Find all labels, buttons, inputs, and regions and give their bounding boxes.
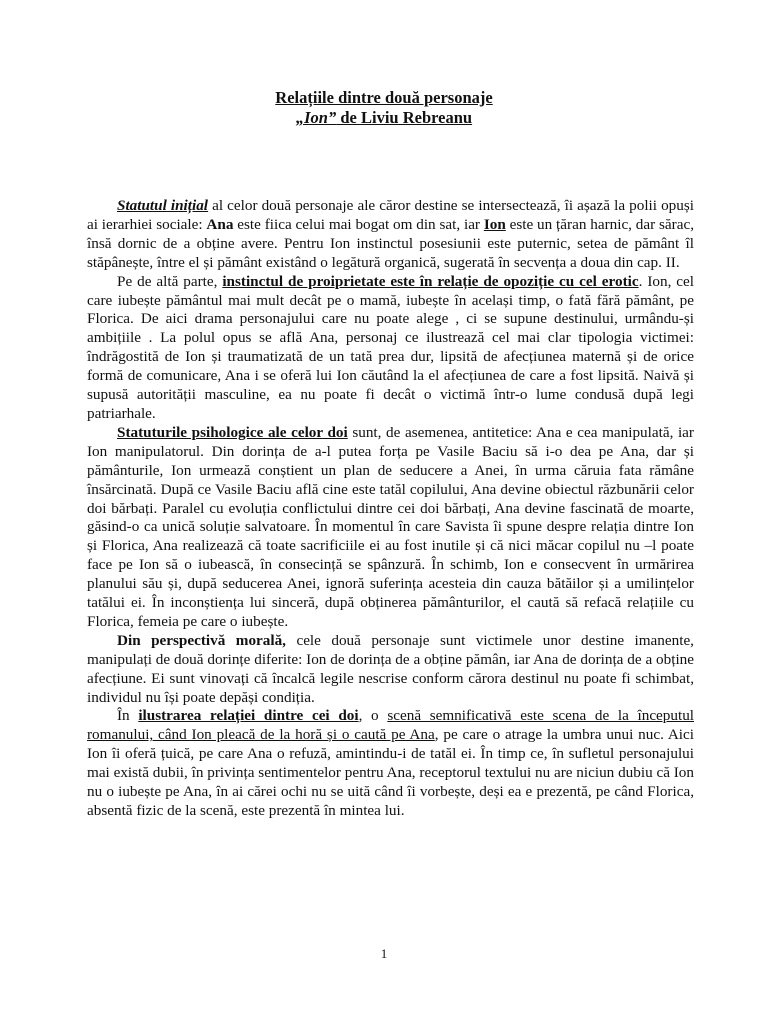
emphasis-property-instinct: instinctul de proiprietate este în relație de opoziție cu cel erotic xyxy=(222,272,639,290)
paragraph-moral-perspective xyxy=(87,632,694,708)
title-author: de Liviu Rebreanu xyxy=(336,108,473,127)
heading-moral-perspective: Din perspectivă morală, xyxy=(117,631,286,649)
paragraph-relation-illustration xyxy=(87,707,694,820)
text: cele două personaje sunt victimele unor destine imanente, manipulați de două dorințe diferite: Ion de dorința de a obține pămân, iar Ana de dorința de a obține afecțiune. Ei sunt vinovați că încalcă legile nescrise conform cărora destinul nu poate fi schimbat, individul nu își poate depăși condiția. xyxy=(87,631,694,706)
text: este un țăran harnic, dar sărac, însă dornic de a obține avere. Pentru Ion instinctul posesiunii este puternic, setea de pământ îl stăpânește, între el și pământ existând o legătură organică, sugerată în secvența a doua din cap. II. xyxy=(87,215,695,271)
heading-psychological-status: Statuturile psihologice ale celor doi xyxy=(117,423,348,441)
page-number: 1 xyxy=(380,946,388,961)
text: sunt, de asemenea, antitetice: Ana e cea manipulată, iar Ion manipulatorul. Din dorința de a-l putea forța pe Vasile Baciu să i-o dea pe Ana, dar și pământurile, Ion urmează conștient un plan de seducere a Anei, în urma căruia fata rămâne însărcinată. După ce Vasile Baciu află cine este tatăl copilului, Ana devine obiectul răzbunării celor doi bărbați. Paralel cu evoluția conflictului dintre cei doi bărbați, Ana devine fascinată de moarte, găsind-o ca unică soluție salvatoare. În momentul în care Savista îi spune despre relația dintre Ion și Florica, Ana realizează că toate sacrificiile ei au fost inutile și că nici măcar copilul nu –l poate face pe Ion să o iubească, în consecință se spânzură. În schimb, Ion e consecvent în urmărirea planului său și, după seducerea Anei, ignoră suferința acesteia din cauza bătăilor și a umilințelor tatălui ei. În inconștiența lui sinceră, după obținerea pământurilor, el caută să refacă relațiile cu Florica, femeia pe care o iubește. xyxy=(87,423,694,630)
emphasis-significant-scene: scenă semnificativă este scena de la începutul romanului, când Ion pleacă de la horă și o caută pe Ana xyxy=(87,707,695,744)
text: este fiica celui mai bogat om din sat, iar xyxy=(233,215,484,233)
title-work-name: „Ion” xyxy=(295,108,337,127)
text: , pe care o atrage la umbra unui nuc. Aici Ion îi oferă țuică, pe care Ana o refuză, amintindu-i de tatăl ei. În timp ce, în sufletul personajului mai există dubii, în privința sentimentelor pentru Ana, receptorul textului nu are niciun dubiu că Ion nu o iubește pe Ana, în ai cărei ochi nu se uită când îi vorbește, deși ea e prezentă, pe când Florica, absentă fizic de la scenă, este prezentă în mintea lui. xyxy=(87,726,694,819)
paragraph-psychological-status xyxy=(87,424,694,632)
paragraph-initial-status xyxy=(87,197,694,273)
document-body xyxy=(87,197,694,821)
text: . Ion, cel care iubește pământul mai mult decât pe o mamă, iubește în același timp, o fată fără pământ, pe Florica. De aici drama personajului care nu poate alege , ci se supune destinului, urmându-și ambițiile . La polul opus se află Ana, personaj ce ilustrează cel mai clar tipologia victimei: îndrăgostită de Ion și traumatizată de un tată prea dur, lipsită de afecțiunea maternă și de orice formă de comunicare, Ana i se oferă lui Ion căutând la el afecțiunea de care a fost lipsită. Naivă și supusă autorității masculine, ea nu poate fi decât o victimă într-o lume condusă după legi patriarhale. xyxy=(87,272,694,422)
paragraph-property-instinct xyxy=(87,273,694,424)
text: În xyxy=(117,707,139,725)
document-title xyxy=(0,88,768,128)
title-line-1: Relațiile dintre două personaje xyxy=(275,88,493,107)
heading-initial-status: Statutul inițial xyxy=(117,197,209,214)
name-ana: Ana xyxy=(206,215,234,233)
text: al celor două personaje ale căror destine se intersectează, îi așază la polii opuși ai ierarhiei sociale: xyxy=(87,197,694,233)
heading-relation-illustration: ilustrarea relației dintre cei doi xyxy=(138,707,359,725)
text: , o xyxy=(358,707,388,725)
name-ion: Ion xyxy=(483,215,506,233)
text: Pe de altă parte, xyxy=(117,272,223,290)
title-line-2 xyxy=(0,108,768,128)
